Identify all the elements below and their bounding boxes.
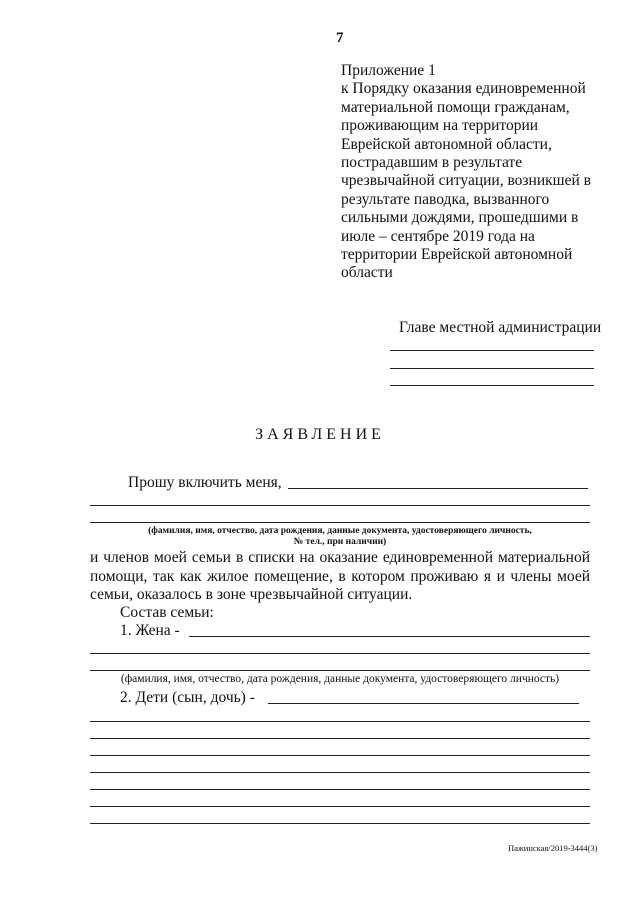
body-line: семьи, оказалось в зоне чрезвычайной ситуации. [90, 586, 413, 603]
addressee-heading: Главе местной администрации [399, 319, 602, 336]
wife-blank-line-2[interactable] [90, 653, 590, 654]
children-blank-line-6[interactable] [90, 789, 590, 790]
appendix-line: проживающим на территории [341, 117, 539, 135]
addressee-blank-line-3[interactable] [390, 385, 594, 386]
applicant-blank-line-3[interactable] [90, 522, 590, 523]
appendix-line: июле – сентябре 2019 года на [341, 227, 535, 245]
children-blank[interactable] [268, 703, 579, 704]
children-label: 2. Дети (сын, дочь) - [120, 689, 255, 706]
page-number: 7 [336, 30, 344, 46]
applicant-name-blank[interactable] [288, 488, 588, 489]
wife-label: 1. Жена - [120, 622, 180, 639]
children-blank-line-3[interactable] [90, 738, 590, 739]
body-line: и членов моей семьи в списки на оказание единовременной материальной [90, 549, 590, 566]
footer-reference: Пажинская/2019-3444(3) [508, 843, 598, 853]
appendix-line: результате паводка, вызванного [341, 190, 550, 208]
appendix-line: области [341, 264, 393, 282]
family-heading: Состав семьи: [120, 604, 214, 621]
request-lead-text: Прошу включить меня, [128, 474, 282, 491]
request-body-paragraph [90, 549, 590, 605]
body-line: помощи, так как жилое помещение, в котором проживаю я и члены моей [90, 567, 590, 585]
appendix-line: территории Еврейской автономной [341, 246, 573, 264]
document-title: ЗАЯВЛЕНИЕ [255, 426, 385, 443]
children-blank-line-2[interactable] [90, 721, 590, 722]
applicant-blank-line-2[interactable] [90, 505, 590, 506]
appendix-block [341, 62, 611, 283]
appendix-line: чрезвычайной ситуации, возникшей в [341, 172, 591, 190]
addressee-blank-line-2[interactable] [390, 368, 594, 369]
wife-caption: (фамилия, имя, отчество, дата рождения, данные документа, удостоверяющего личность) [120, 673, 560, 685]
applicant-caption-line-1: (фамилия, имя, отчество, дата рождения, данные документа, удостоверяющего личность, [148, 526, 532, 536]
appendix-line: Еврейской автономной области, [341, 135, 552, 153]
appendix-line: пострадавшим в результате [341, 154, 523, 172]
children-blank-line-8[interactable] [90, 823, 590, 824]
appendix-line: сильными дождями, прошедшими в [341, 209, 579, 227]
appendix-line: Приложение 1 [341, 62, 436, 79]
children-blank-line-7[interactable] [90, 806, 590, 807]
wife-blank[interactable] [189, 636, 590, 637]
addressee-blank-line-1[interactable] [390, 350, 594, 351]
appendix-line: материальной помощи гражданам, [341, 98, 570, 116]
children-blank-line-4[interactable] [90, 755, 590, 756]
appendix-line: к Порядку оказания единовременной [341, 80, 586, 98]
applicant-caption-line-2: № тел., при наличии) [293, 537, 387, 547]
wife-blank-line-3[interactable] [90, 670, 590, 671]
children-blank-line-5[interactable] [90, 772, 590, 773]
